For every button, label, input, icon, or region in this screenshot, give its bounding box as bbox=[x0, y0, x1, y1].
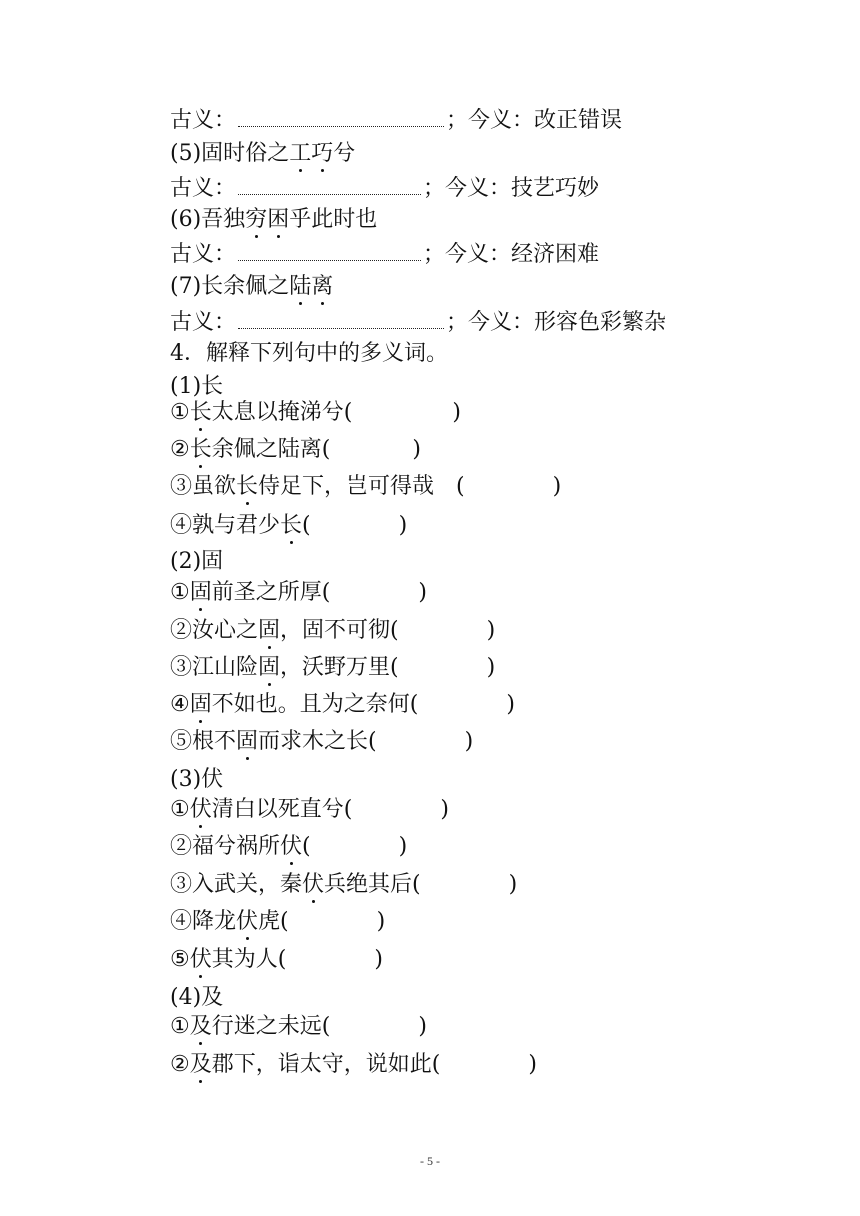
sentence-row: ⑤伏其为人( ) bbox=[170, 947, 383, 972]
modern-meaning: ；今义：形容色彩繁杂 bbox=[446, 310, 667, 335]
sentence-row: ④降龙伏虎( ) bbox=[170, 909, 386, 934]
item-number: (7) bbox=[170, 274, 202, 299]
item-7 bbox=[170, 274, 333, 300]
gloss-label: 古义： bbox=[170, 108, 237, 133]
emphasized-word: 伏 bbox=[302, 872, 325, 897]
emphasized-word: 长 bbox=[280, 513, 303, 538]
group-heading: (4)及 bbox=[170, 985, 224, 1010]
emphasized-word bbox=[289, 274, 333, 299]
item-number: (5) bbox=[170, 141, 202, 166]
group-heading: (3)伏 bbox=[170, 767, 224, 792]
sentence-row: ①及行迷之未远( ) bbox=[170, 1014, 427, 1039]
emphasized-word: 固 bbox=[258, 655, 281, 680]
answer-blank[interactable] bbox=[238, 176, 421, 195]
emphasized-word bbox=[289, 141, 333, 166]
gloss-row-3 bbox=[170, 242, 599, 268]
sentence-row: ②汝心之固，固不可彻( ) bbox=[170, 618, 496, 643]
gloss-row-1 bbox=[170, 108, 622, 134]
emphasized-word: 固 bbox=[189, 580, 212, 605]
emphasized-word: 及 bbox=[189, 1014, 212, 1039]
sentence-text: 固时俗之 bbox=[201, 141, 290, 166]
sentence-row: ③入武关，秦伏兵绝其后( ) bbox=[170, 872, 518, 897]
gloss-label: 古义： bbox=[170, 242, 237, 267]
answer-blank[interactable] bbox=[238, 242, 421, 261]
sentence-row: ③虽欲长侍足下，岂可得哉 ( ) bbox=[170, 474, 562, 499]
emphasized-word: 长 bbox=[189, 400, 212, 425]
emphasized-char: 穷 bbox=[245, 207, 268, 232]
sentence-row: ④孰与君少长( ) bbox=[170, 513, 408, 538]
emphasized-word: 固 bbox=[258, 618, 281, 643]
emphasized-word bbox=[245, 207, 289, 232]
page-number: - 5 - bbox=[420, 1154, 440, 1168]
emphasized-char: 巧 bbox=[311, 141, 334, 166]
item-6 bbox=[170, 207, 377, 233]
emphasized-char: 困 bbox=[267, 207, 290, 232]
sentence-row: ②福兮祸所伏( ) bbox=[170, 834, 408, 859]
sentence-row: ①伏清白以死直兮( ) bbox=[170, 797, 449, 822]
group-heading: (1)长 bbox=[170, 374, 224, 399]
sentence-row: ④固不如也。且为之奈何( ) bbox=[170, 692, 515, 717]
sentence-row: ①长太息以掩涕兮( ) bbox=[170, 400, 461, 425]
modern-meaning: ；今义：技艺巧妙 bbox=[423, 176, 600, 201]
emphasized-char: 工 bbox=[289, 141, 312, 166]
item-5 bbox=[170, 141, 355, 167]
sentence-row: ③江山险固，沃野万里( ) bbox=[170, 655, 496, 680]
emphasized-word: 伏 bbox=[236, 909, 259, 934]
gloss-row-2 bbox=[170, 176, 599, 202]
emphasized-char: 陆 bbox=[289, 274, 312, 299]
sentence-text: 乎此时也 bbox=[289, 207, 378, 232]
emphasized-word: 伏 bbox=[189, 797, 212, 822]
sentence-text: 长余佩之 bbox=[201, 274, 290, 299]
group-heading: (2)固 bbox=[170, 549, 224, 574]
sentence-row: ②及郡下，诣太守，说如此( ) bbox=[170, 1052, 537, 1077]
emphasized-word: 伏 bbox=[189, 947, 212, 972]
question-4-title: 4．解释下列句中的多义词。 bbox=[170, 341, 448, 366]
gloss-label: 古义： bbox=[170, 310, 237, 335]
emphasized-word: 及 bbox=[189, 1052, 212, 1077]
gloss-label: 古义： bbox=[170, 176, 237, 201]
emphasized-word: 长 bbox=[189, 437, 212, 462]
answer-blank[interactable] bbox=[238, 108, 444, 127]
emphasized-word: 长 bbox=[236, 474, 259, 499]
answer-blank[interactable] bbox=[238, 310, 444, 329]
item-number: (6) bbox=[170, 207, 202, 232]
modern-meaning: ；今义：经济困难 bbox=[423, 242, 600, 267]
emphasized-word: 固 bbox=[189, 692, 212, 717]
emphasized-word: 伏 bbox=[280, 834, 303, 859]
modern-meaning: ；今义：改正错误 bbox=[446, 108, 623, 133]
sentence-row: ①固前圣之所厚( ) bbox=[170, 580, 427, 605]
sentence-text: 兮 bbox=[333, 141, 356, 166]
sentence-row: ②长余佩之陆离( ) bbox=[170, 437, 421, 462]
sentence-row: ⑤根不固而求木之长( ) bbox=[170, 729, 474, 754]
emphasized-char: 离 bbox=[311, 274, 334, 299]
emphasized-word: 固 bbox=[236, 729, 259, 754]
sentence-text: 吾独 bbox=[201, 207, 246, 232]
gloss-row-4 bbox=[170, 310, 666, 336]
